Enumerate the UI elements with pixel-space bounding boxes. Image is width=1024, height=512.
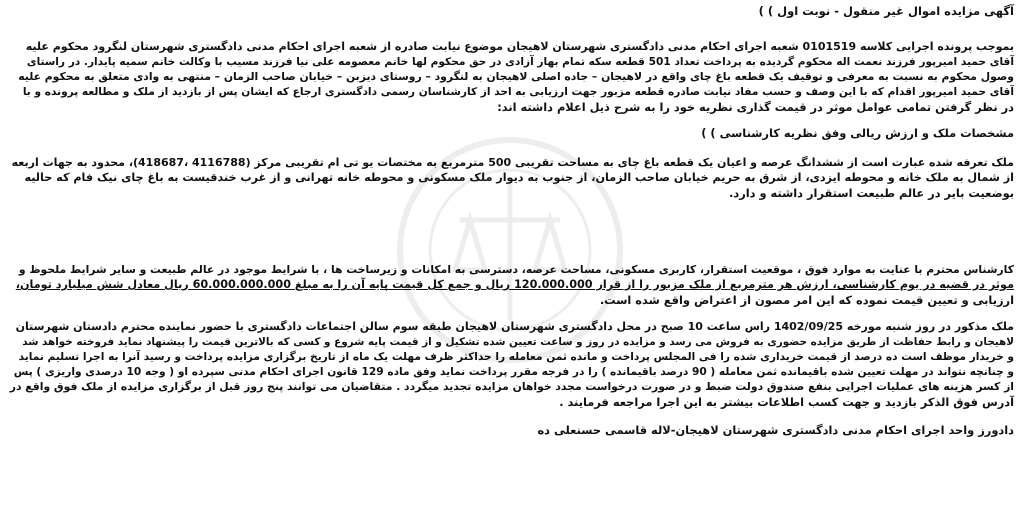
paragraph2-line: از شمال به ملک خانه و محوطه ایزدی، از شرق به حریم خیابان صاحب الزمان، از جنوب به دیوار ملک مسکونی و محوطه خانه تهرانی و از غرب خندقیست به باغ چای نیک فام که حالیه <box>24 171 1014 184</box>
paragraph4-line: لاهیجان و رابط حفاظت از طریق مزایده حضوری به فروش می رسد و مزایده در روز و ساعت تعیین شده تشکیل و از قیمت پایه شروع و کسی که بالاترین قیمت را پیشنهاد نماید فروخته خواهد شد <box>22 336 1014 348</box>
paragraph1-line: بموجب پرونده اجرایی کلاسه 0101519 شعبه اجرای احکام مدنی دادگستری شهرستان لاهیجان موضوع نیابت صادره از شعبه اجرای احکام مدنی دادگستری شهرستان لنگرود محکوم علیه <box>25 40 1014 53</box>
paragraph4-line: از کسر هزینه های عملیات اجرایی بنفع صندوق دولت ضبط و در صورت درخواست مجدد خواهان مزایده تجدید میگردد . متقاضیان می توانند پنج روز قبل از برگزاری مزایده از ملک فوق واقع در <box>9 380 1014 393</box>
paragraph4-line: و خریدار موظف است ده درصد از قیمت خریداری شده را فی المجلس پرداخت و مانده ثمن معامله را حداکثر ظرف مهلت یک ماه از تاریخ برگزاری مزایده پرداخت و رسید آنرا به اجرا تسلیم نماید <box>18 351 1014 363</box>
paragraph1-line: آقای حمید امیرپور فرزند نعمت اله محکوم گردیده به پرداخت تعداد 501 قطعه سکه تمام بهار آزادی در حق محکوم لها خانم معصومه علی نیا فرزند مسیب با وکالت خانم سمیه پایدار. در راستای <box>26 56 1014 68</box>
signature: دادورز واحد اجرای احکام مدنی دادگستری شهرستان لاهیجان-لاله قاسمی حسنعلی ده <box>537 423 1014 437</box>
paragraph3-line: کارشناس محترم با عنایت به موارد فوق ، موقعیت استقرار، کاربری مسکونی، مساحت عرصه، دسترسی به امکانات و زیرساخت ها ، با شرایط موجود در عالم طبیعت و سایر شرایط ملحوظ و <box>18 263 1014 276</box>
paragraph4-line: و چنانچه نتواند در مهلت تعیین شده باقیمانده ثمن معامله ( 90 درصد باقیمانده ) را در فرجه مقرر پرداخت نماید وفق ماده 129 قانون اجرای احکام مدنی سپرده او ( وجه 10 درصدی واریزی ) پس <box>13 366 1014 378</box>
paragraph3-line: موثر در قضیه در یوم کارشناسی، ارزش هر مترمربع از ملک مزبور را از قرار 120.000.000 ریال و جمع کل قیمت پایه آن را به مبلغ 60.000.000.000 ریال معادل شش میلیارد تومان، <box>15 278 1014 291</box>
paragraph2-line: بوضعیت بایر در عالم طبیعت استقرار داشته و دارد. <box>729 186 1014 200</box>
paragraph3-line: ارزیابی و تعیین قیمت نموده که این امر مصون از اعتراض واقع شده است. <box>599 293 1014 307</box>
section-heading: مشخصات ملک و ارزش ریالی وفق نظریه کارشناسی ) ) <box>701 126 1014 140</box>
paragraph1-line: وصول محکوم به نسبت به معرفی و توقیف یک قطعه باغ چای واقع در لاهیجان – جاده اصلی لاهیجان به لنگرود – روستای دیزبن – خیابان صاحب الزمان – منتهی به وادی متعلق به محکوم علیه <box>18 70 1014 83</box>
paragraph1-line: در نظر گرفتن تمامی عوامل موثر در قیمت گذاری نظریه خود را به شرح ذیل اعلام داشته اند: <box>497 100 1014 114</box>
paragraph4-line: آدرس فوق الذکر بازدید و جهت کسب اطلاعات بیشتر به این اجرا مراجعه فرمایند . <box>559 395 1014 409</box>
paragraph2-line: ملک تعرفه شده عبارت است از ششدانگ عرصه و اعیان یک قطعه باغ چای به مساحت تقریبی 500 مترمربع به مختصات یو تی ام تقریبی مرکز (4116788 ،418687)، محدود به جهات اربعه <box>11 156 1014 169</box>
notice-title: آگهی مزایده اموال غیر منقول - نوبت اول ) ) <box>758 4 1014 18</box>
paragraph4-line: ملک مذکور در روز شنبه مورخه 1402/09/25 راس ساعت 10 صبح در محل دادگستری شهرستان لاهیجان طبقه سوم سالن اجتماعات دادگستری با حضور نماینده محترم دادستان شهرستان <box>15 320 1014 333</box>
paragraph1-line: آقای حمید امیرپور اقدام که با این وصف و حسب مفاد نیابت صادره قطعه مزبور جهت ارزیابی به احد از کارشناسان رسمی دادگستری ارجاع که ایشان پس از بازدید از ملک و مطالعه پرونده و با <box>22 86 1014 98</box>
